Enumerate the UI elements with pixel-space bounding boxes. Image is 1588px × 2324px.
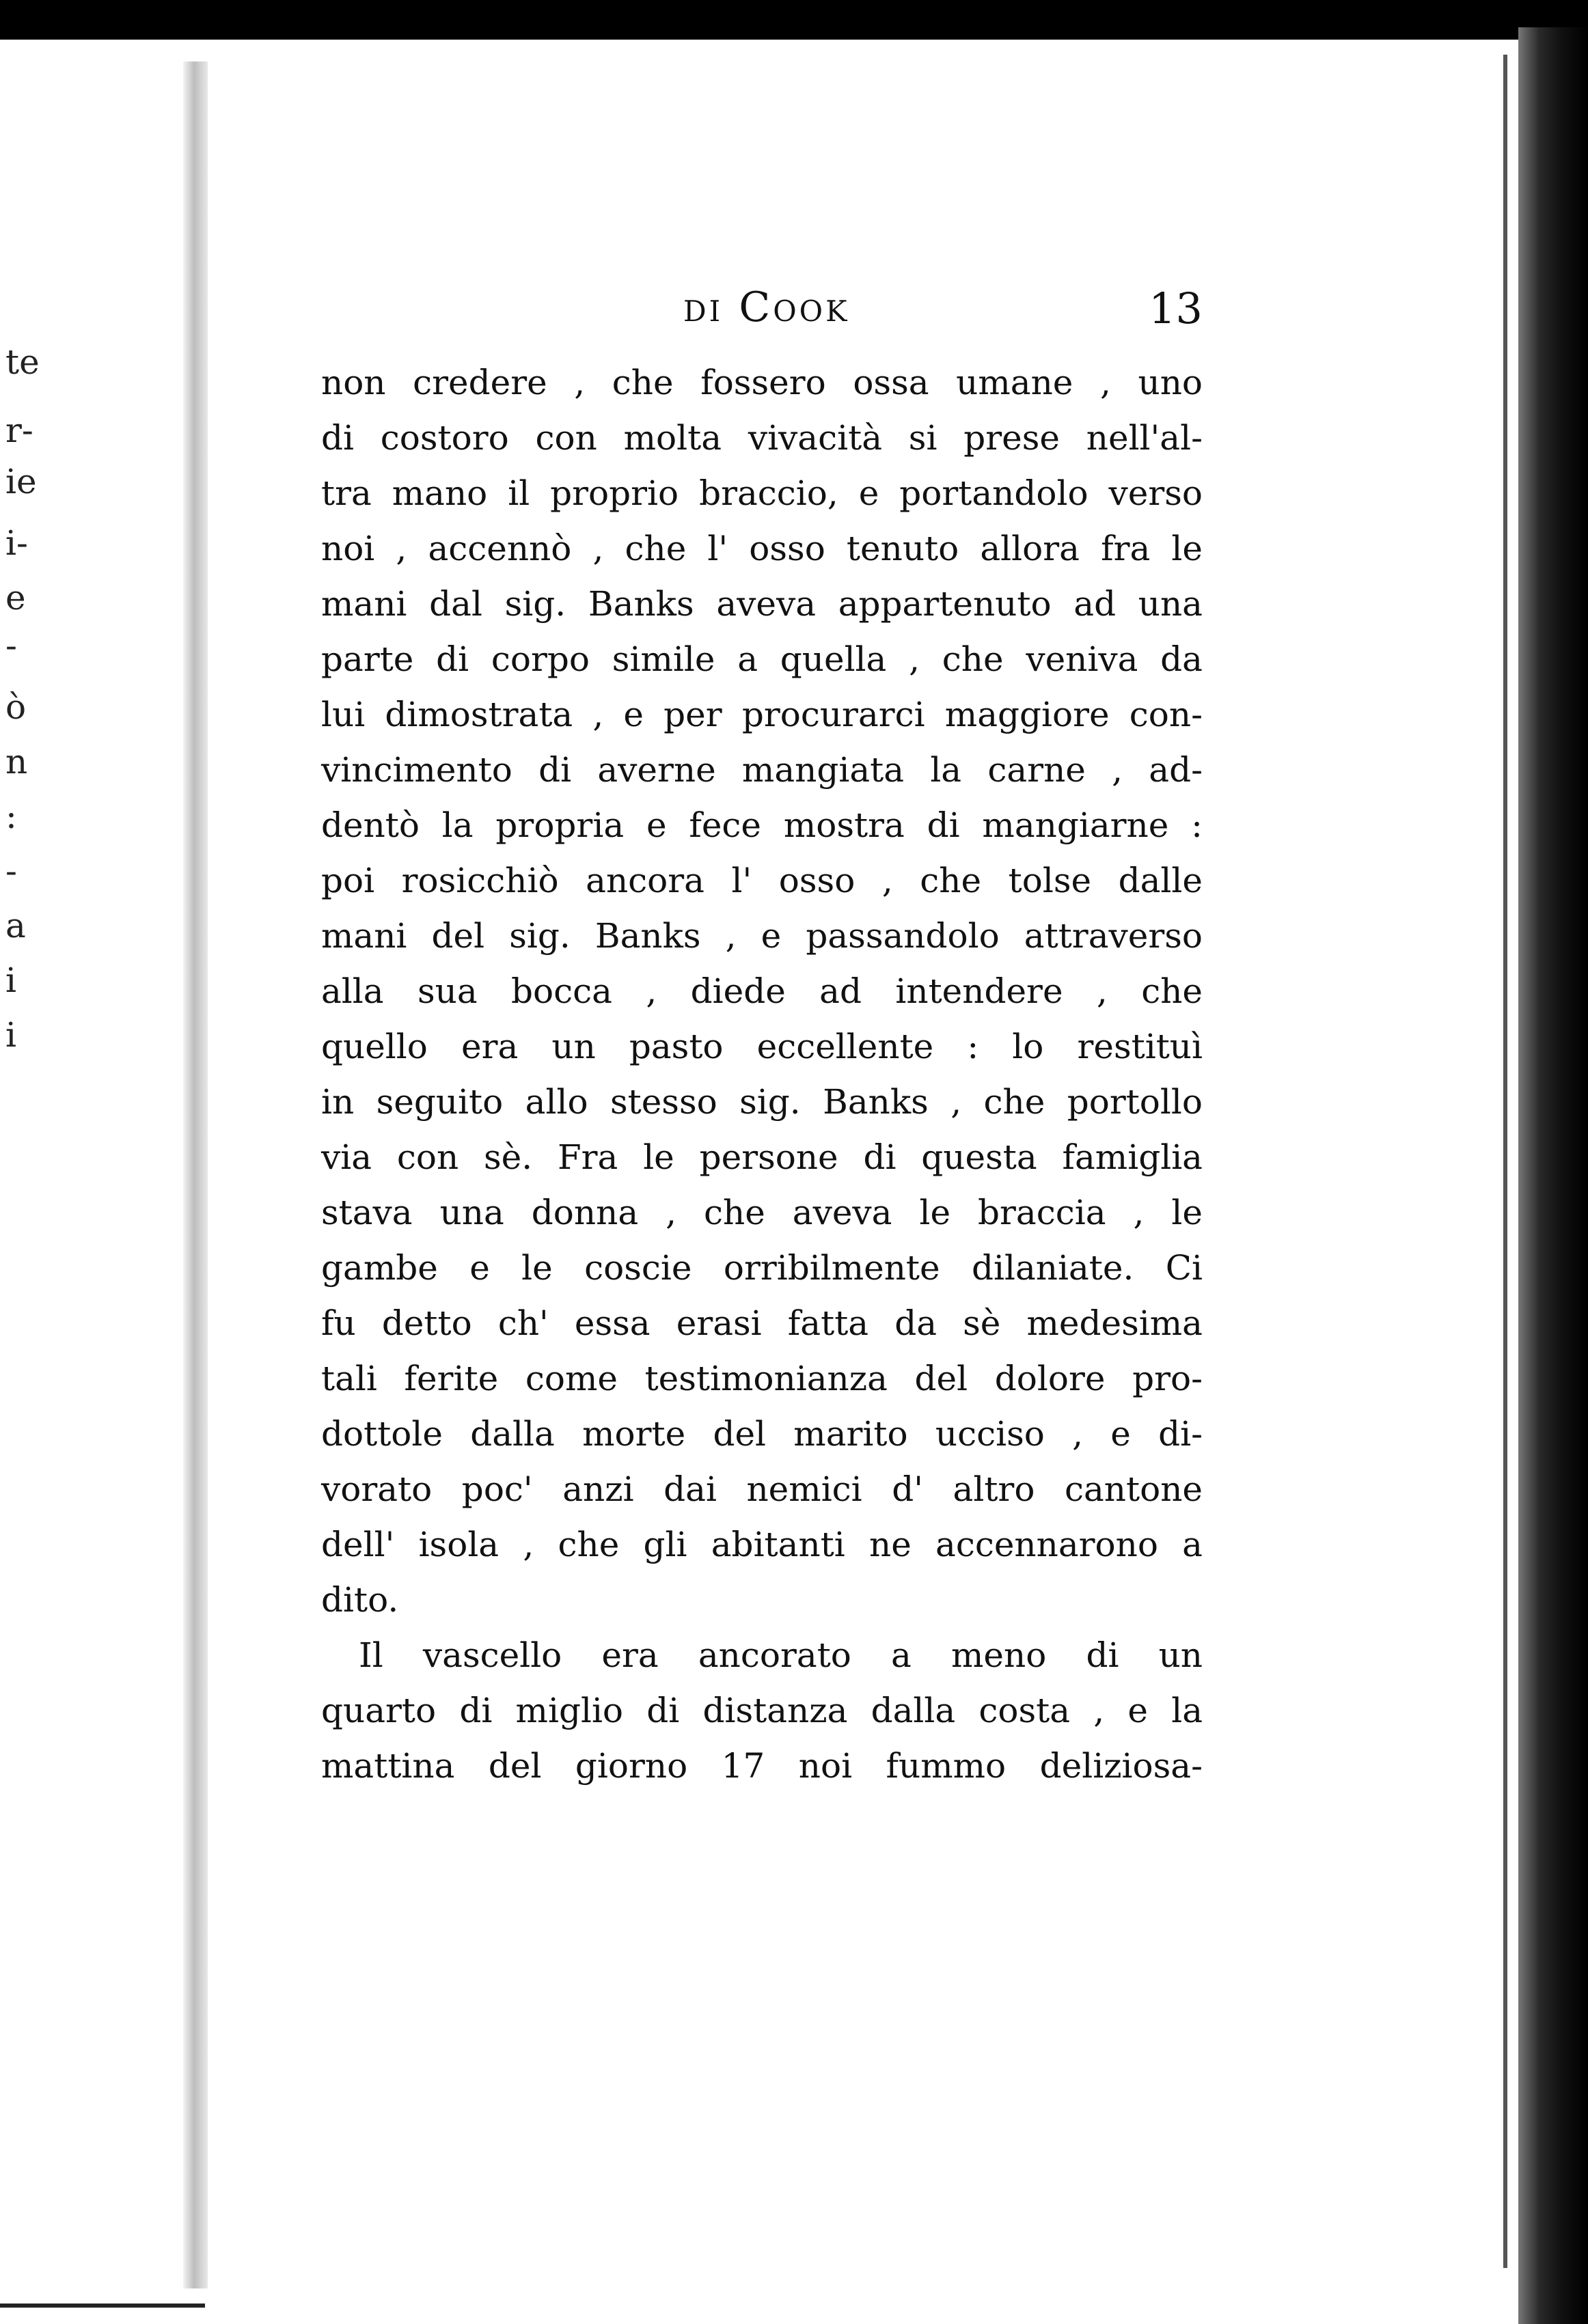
margin-fragment: n	[5, 742, 28, 781]
book-gutter	[183, 61, 208, 2288]
page-header	[314, 283, 1203, 352]
scan-top-border	[0, 0, 1588, 40]
text-line: parte di corpo simile a quella , che veniva da	[321, 639, 1203, 679]
text-line: mattina del giorno 17 noi fummo deliziosa-	[321, 1746, 1203, 1786]
text-line: alla sua bocca , diede ad intendere , che	[321, 971, 1203, 1011]
text-line: di costoro con molta vivacità si prese nell'al-	[321, 418, 1203, 458]
page-stack-shadow	[1518, 27, 1588, 2324]
facing-page-edge	[0, 55, 183, 2324]
text-line: dell' isola , che gli abitanti ne accennarono a	[321, 1525, 1203, 1564]
scan-bottom-mark	[0, 2304, 205, 2308]
text-line: poi rosicchiò ancora l' osso , che tolse dalle	[321, 861, 1203, 900]
text-line: dottole dalla morte del marito ucciso , e di-	[321, 1414, 1203, 1454]
text-line: mani dal sig. Banks aveva appartenuto ad una	[321, 584, 1203, 624]
text-line: tali ferite come testimonianza del dolore pro-	[321, 1359, 1203, 1398]
margin-fragment: :	[5, 797, 17, 836]
text-line: stava una donna , che aveva le braccia , le	[321, 1193, 1203, 1232]
text-line: fu detto ch' essa erasi fatta da sè medesima	[321, 1303, 1203, 1343]
margin-fragment: r-	[5, 411, 33, 450]
margin-fragment: e	[5, 578, 26, 618]
margin-fragment: ò	[5, 687, 27, 727]
text-line: dito.	[321, 1580, 399, 1620]
text-line: non credere , che fossero ossa umane , uno	[321, 363, 1203, 402]
text-line: lui dimostrata , e per procurarci maggiore con-	[321, 695, 1203, 734]
body-text	[321, 355, 1203, 1794]
margin-fragment: i	[5, 1015, 16, 1055]
margin-fragment: te	[5, 342, 40, 382]
margin-fragment: -	[5, 851, 17, 891]
text-line: quello era un pasto eccellente : lo restituì	[321, 1027, 1203, 1066]
text-line: via con sè. Fra le persone di questa famiglia	[321, 1137, 1203, 1177]
margin-fragment: i-	[5, 523, 28, 563]
page-number: 13	[1149, 283, 1203, 333]
text-line: quarto di miglio di distanza dalla costa , e la	[321, 1691, 1203, 1730]
text-line: dentò la propria e fece mostra di mangiarne :	[321, 805, 1203, 845]
margin-fragment: ie	[5, 462, 37, 501]
text-line: tra mano il proprio braccio, e portandolo verso	[321, 473, 1203, 513]
margin-fragment: i	[5, 960, 16, 1000]
margin-fragment: a	[5, 906, 26, 945]
margin-fragment: -	[5, 626, 17, 665]
text-line: vincimento di averne mangiata la carne , ad-	[321, 750, 1203, 790]
page-edge-line	[1503, 55, 1507, 2268]
text-line: vorato poc' anzi dai nemici d' altro cantone	[321, 1469, 1203, 1509]
text-line: mani del sig. Banks , e passandolo attraverso	[321, 916, 1203, 956]
text-line: gambe e le coscie orribilmente dilaniate. Ci	[321, 1248, 1203, 1288]
paragraph-start-line: Il vascello era ancorato a meno di un	[359, 1635, 1203, 1675]
text-line: noi , accennò , che l' osso tenuto allora fra le	[321, 529, 1203, 568]
running-head: di Cook	[683, 283, 850, 331]
text-line: in seguito allo stesso sig. Banks , che portollo	[321, 1082, 1203, 1122]
